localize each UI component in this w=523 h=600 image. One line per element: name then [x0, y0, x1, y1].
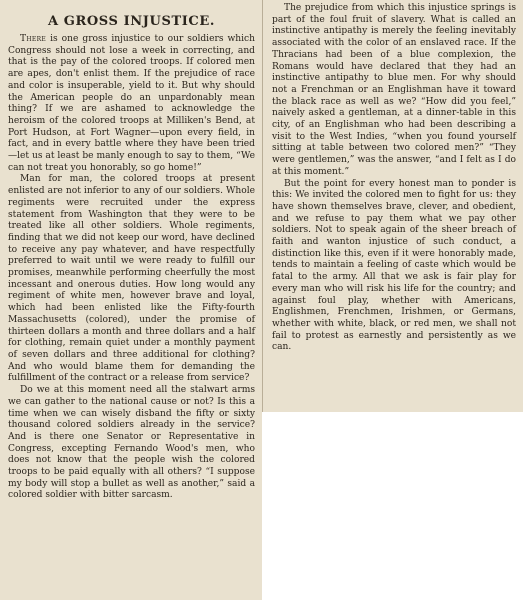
article-paragraph-3: Do we at this moment need all the stalwart arms we can gather to the national cause or not? Is this a time when we can wisely disband the fifty or sixty thousand colored soldiers already in the service? And is there one Senator or Representative in Congress, excepting Fernando Wood's men, who does not know that the people wish the colored troops to be paid equally with all others? “I suppose my body will stop a bullet as well as another,” said a colored soldier with bitter sarcasm. [8, 385, 255, 501]
paragraph-1-text: is one gross injustice to our soldiers which Congress should not lose a week in correcting, and that is the pay of the colored troops. If colored men are apes, don't enlist them. If the prejudice of race and color is insuperable, yield to it. But why should the American people do an unpardonably mean thing? If we are ashamed to acknowledge the heroism of the colored troops at Milliken's Bend, at Port Hudson, at Fort Wagner—upon every field, in fact, and in every battle where they have been tried—let us at least be manly enough to say to them, “We can not treat you honorably, so go home!” [8, 34, 255, 173]
article-paragraph-5: But the point for every honest man to ponder is this: We invited the colored men to fight for us: they have shown themselves brave, clever, and obedient, and we refuse to pay them what we pay other soldiers. Not to speak again of the sheer breach of faith and wanton injustice of such conduct, a distinction like this, even if it were honorably made, tends to maintain a feeling of caste which would be fatal to the army. All that we ask is fair play for every man who will risk his life for the country; and against foul play, whether with Americans, Englishmen, Frenchmen, Irishmen, or Germans, whether with white, black, or red men, we shall not fail to protest as earnestly and persistently as we can. [272, 178, 516, 353]
lead-word: There [20, 34, 47, 44]
article-headline: A GROSS INJUSTICE. [47, 14, 216, 29]
right-column [262, 0, 523, 412]
article-paragraph-4: The prejudice from which this injustice springs is part of the foul fruit of slavery. What is called an instinctive antipathy is merely the feeling inevitably associated with the color of an enslaved race. If the Thracians had been of a blue complexion, the Romans would have declared that they had an instinctive antipathy to blue men. For why should not a Frenchman or an Englishman have it toward the black race as well as we? “How did you feel,” naively asked a gentleman, at a dinner-table in this city, of an Englishman who had been describing a visit to the West Indies, “when you found yourself sitting at table between two colored men?” “They were gentlemen,” was the answer, “and I felt as I do at this moment.” [272, 3, 516, 177]
article-paragraph-1 [8, 34, 255, 174]
article-paragraph-2: Man for man, the colored troops at present enlisted are not inferior to any of our soldiers. Whole regiments were recruited under the express statement from Washington that they were to be treated like all other soldiers. Whole regiments, finding that we did not keep our word, have declined to receive any pay whatever, and have respectfully preferred to wait until we were ready to fulfill our promises, meanwhile performing cheerfully the most incessant and onerous duties. How long would any regiment of white men, however brave and loyal, which had been enlisted like the Fifty-fourth Massachusetts (colored), under the promise of thirteen dollars a month and three dollars and a half for clothing, remain quiet under a monthly payment of seven dollars and three additional for clothing? And who would blame them for demanding the fulfillment of the contract or a release from service? [8, 174, 255, 384]
